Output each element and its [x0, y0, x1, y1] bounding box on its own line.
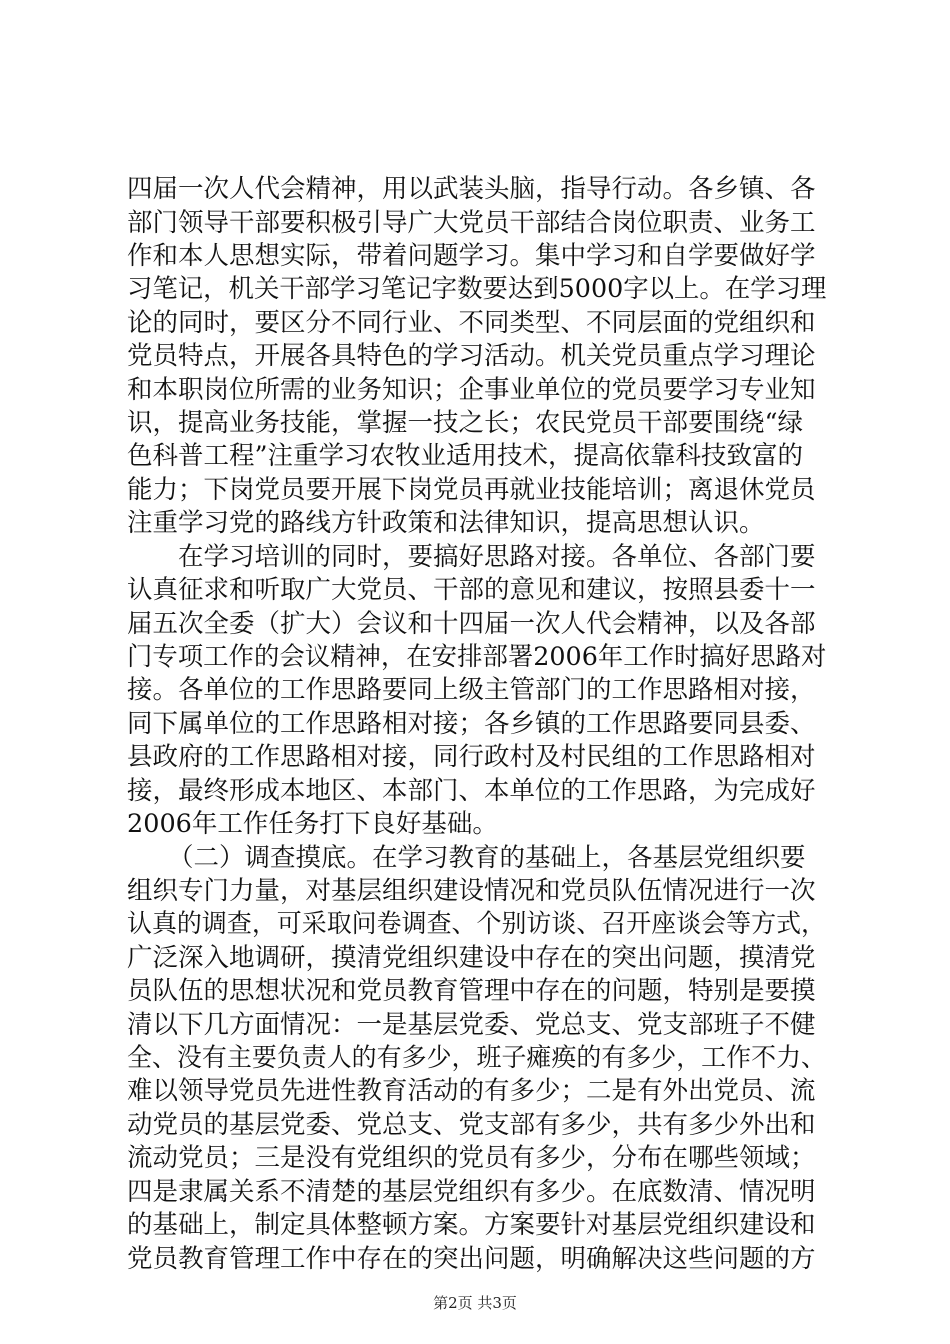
text-line: 组织专门力量，对基层组织建设情况和党员队伍情况进行一次	[127, 876, 816, 906]
section-heading-line: （二）调查摸底。在学习教育的基础上，各基层党组织要	[168, 843, 806, 873]
text-line: 接，最终形成本地区、本部门、本单位的工作思路，为完成好	[127, 776, 816, 806]
text-line: 和本职岗位所需的业务知识；企事业单位的党员要学习专业知	[127, 375, 816, 405]
text-line: 认真的调查，可采取问卷调查、个别访谈、召开座谈会等方式，	[127, 909, 827, 939]
text-line: 届五次全委（扩大）会议和十四届一次人代会精神，以及各部	[127, 609, 816, 639]
text-line: 广泛深入地调研，摸清党组织建设中存在的突出问题，摸清党	[127, 943, 816, 973]
page-number-footer: 第2页 共3页	[433, 1294, 517, 1312]
text-line: 清以下几方面情况：一是基层党委、党总支、党支部班子不健	[127, 1010, 816, 1040]
text-line: 的基础上，制定具体整顿方案。方案要针对基层党组织建设和	[127, 1210, 816, 1240]
text-line: 四是隶属关系不清楚的基层党组织有多少。在底数清、情况明	[127, 1177, 816, 1207]
text-line: 全、没有主要负责人的有多少，班子瘫痪的有多少，工作不力、	[127, 1043, 827, 1073]
text-line: 色科普工程”注重学习农牧业适用技术，提高依靠科技致富的	[127, 441, 804, 471]
text-line: 2006年工作任务打下良好基础。	[127, 809, 498, 839]
text-line: 能力；下岗党员要开展下岗党员再就业技能培训；离退休党员	[127, 475, 816, 505]
text-line: 论的同时，要区分不同行业、不同类型、不同层面的党组织和	[127, 308, 816, 338]
text-line: 流动党员；三是没有党组织的党员有多少，分布在哪些领域；	[127, 1143, 816, 1173]
text-line: 员队伍的思想状况和党员教育管理中存在的问题，特别是要摸	[127, 976, 816, 1006]
text-line: 部门领导干部要积极引导广大党员干部结合岗位职责、业务工	[127, 208, 816, 238]
text-line: 县政府的工作思路相对接，同行政村及村民组的工作思路相对	[127, 742, 816, 772]
text-line: 难以领导党员先进性教育活动的有多少；二是有外出党员、流	[127, 1076, 816, 1106]
text-line: 党员特点，开展各具特色的学习活动。机关党员重点学习理论	[127, 341, 816, 371]
text-line: 注重学习党的路线方针政策和法律知识，提高思想认识。	[127, 508, 765, 538]
text-line: 识，提高业务技能，掌握一技之长；农民党员干部要围绕“绿	[127, 408, 804, 438]
text-line: 门专项工作的会议精神，在安排部署2006年工作时搞好思路对	[127, 642, 827, 672]
text-line: 认真征求和听取广大党员、干部的意见和建议，按照县委十一	[127, 575, 816, 605]
text-line: 动党员的基层党委、党总支、党支部有多少，共有多少外出和	[127, 1110, 816, 1140]
text-line: 四届一次人代会精神，用以武装头脑，指导行动。各乡镇、各	[127, 174, 816, 204]
text-line: 作和本人思想实际，带着问题学习。集中学习和自学要做好学	[127, 241, 816, 271]
text-line: 接。各单位的工作思路要同上级主管部门的工作思路相对接，	[127, 675, 816, 705]
text-line: 同下属单位的工作思路相对接；各乡镇的工作思路要同县委、	[127, 709, 816, 739]
text-line: 习笔记，机关干部学习笔记字数要达到5000字以上。在学习理	[127, 274, 827, 304]
paragraph-first-line: 在学习培训的同时，要搞好思路对接。各单位、各部门要	[178, 542, 816, 572]
text-line: 党员教育管理工作中存在的突出问题，明确解决这些问题的方	[127, 1244, 816, 1274]
